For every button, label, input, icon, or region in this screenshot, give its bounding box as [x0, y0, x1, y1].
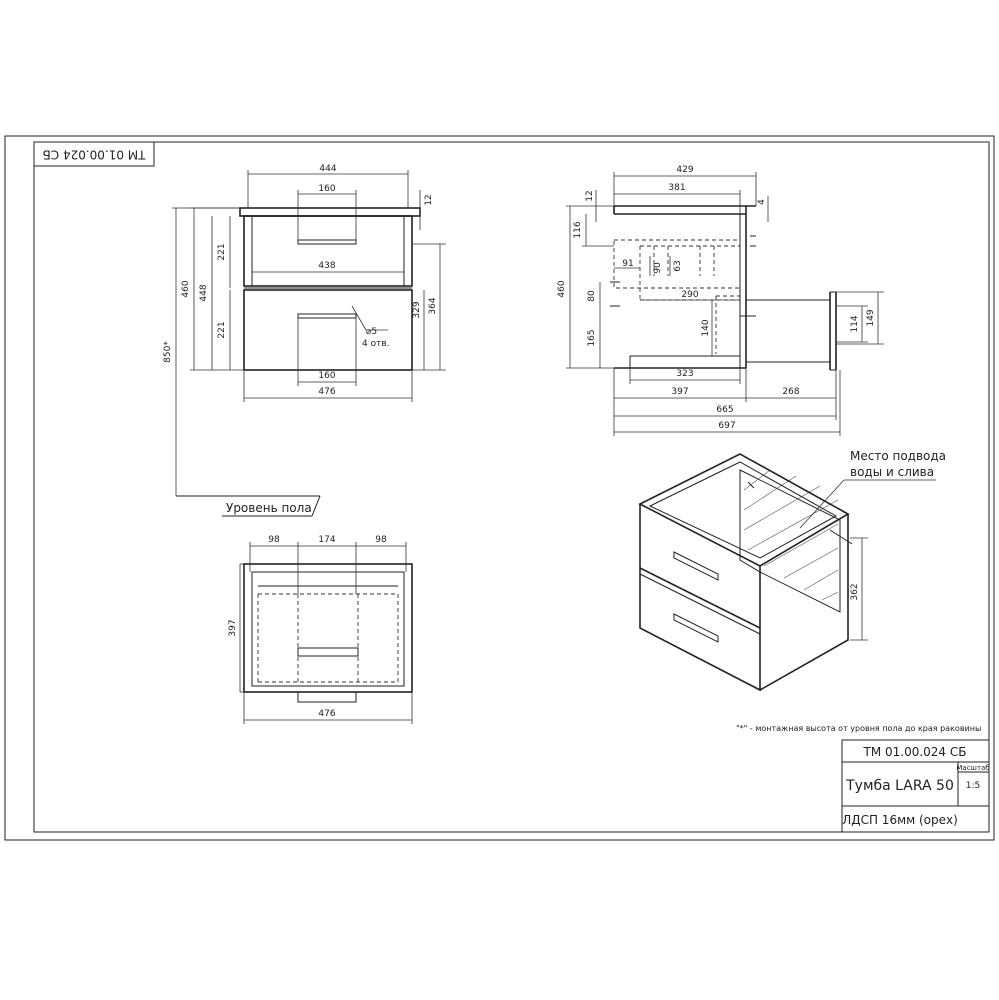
dim-329: 329: [412, 301, 422, 319]
dim-4-side: 4: [757, 199, 767, 205]
corner-code-box: [34, 142, 154, 166]
title-block: [842, 740, 990, 832]
dim-149: 149: [866, 309, 876, 327]
dim-476-front: 476: [318, 387, 336, 397]
dim-397-top: 397: [228, 619, 238, 637]
dim-290: 290: [681, 290, 699, 300]
floor-level-label: Уровень пола: [226, 501, 312, 515]
dim-697: 697: [718, 421, 736, 431]
dim-221-lower: 221: [217, 321, 227, 339]
dim-221-upper: 221: [217, 243, 227, 261]
footnote: "*" - монтажная высота от уровня пола до края раковины: [736, 724, 982, 733]
dim-12-top: 12: [424, 194, 434, 206]
dim-140: 140: [701, 319, 711, 337]
hole-note-diameter: ⌀5: [366, 327, 378, 337]
top-view-handle: [298, 692, 356, 702]
supply-note-line2: воды и слива: [850, 465, 935, 479]
dim-91: 91: [622, 259, 634, 269]
dim-381: 381: [668, 183, 686, 193]
dim-114: 114: [850, 315, 860, 333]
lower-handle: [298, 314, 356, 318]
dim-444: 444: [319, 164, 337, 174]
isometric-view: [640, 449, 946, 690]
side-view: [557, 165, 884, 436]
top-view: [228, 535, 412, 724]
dim-476-top: 476: [318, 709, 336, 719]
dim-364: 364: [428, 297, 438, 315]
dim-80: 80: [587, 290, 597, 302]
supply-note-line1: Место подвода: [850, 449, 947, 463]
corner-code-rotated: ТМ 01.00.024 СБ: [42, 147, 146, 162]
dim-362: 362: [850, 583, 860, 601]
scale-value: 1:5: [965, 781, 981, 791]
dim-397-side: 397: [671, 387, 689, 397]
floor-level: [176, 496, 320, 516]
front-view: [163, 164, 446, 496]
dim-268: 268: [782, 387, 800, 397]
dim-98-left: 98: [268, 535, 280, 545]
dim-460-side: 460: [557, 280, 567, 298]
dim-90: 90: [653, 262, 663, 274]
title-code: ТМ 01.00.024 СБ: [863, 745, 967, 759]
dim-116: 116: [573, 221, 583, 239]
dim-174: 174: [318, 535, 336, 545]
outer-frame: [5, 136, 994, 840]
dim-429: 429: [676, 165, 694, 175]
dim-160-bottom: 160: [318, 371, 336, 381]
dim-438: 438: [318, 261, 336, 271]
dim-323: 323: [676, 369, 694, 379]
iso-upper-handle: [674, 552, 718, 580]
dim-98-right: 98: [375, 535, 387, 545]
iso-lower-handle: [674, 614, 718, 642]
dim-63: 63: [673, 260, 683, 272]
upper-handle: [298, 240, 356, 244]
title-material: ЛДСП 16мм (орех): [842, 813, 958, 827]
dim-665: 665: [716, 405, 734, 415]
hole-note-count: 4 отв.: [362, 339, 390, 349]
scale-label: Масштаб: [956, 764, 990, 772]
title-name: Тумба LARA 50: [846, 778, 954, 794]
dim-460-front: 460: [181, 280, 191, 298]
dim-850: 850*: [163, 341, 173, 363]
dim-160-top: 160: [318, 184, 336, 194]
dim-165: 165: [587, 329, 597, 347]
dim-448: 448: [199, 284, 209, 302]
front-top-slab: [240, 208, 420, 216]
dim-12-side: 12: [585, 190, 595, 202]
